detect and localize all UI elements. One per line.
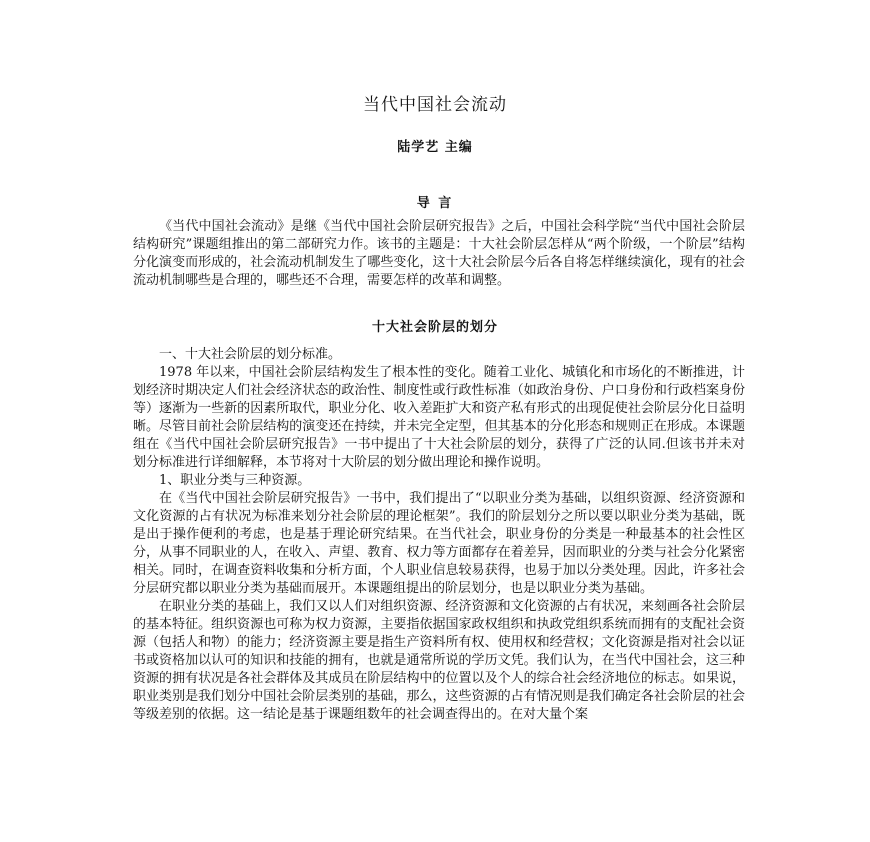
document-author: 陆学艺 主编: [397, 140, 473, 155]
intro-section: [133, 218, 745, 290]
subheading-2: 1、职业分类与三种资源。: [159, 473, 311, 488]
paragraph-1: 1978 年以来，中国社会阶层结构发生了根本性的变化。随着工业化、城镇化和市场化的不断推进，计划经济时期决定人们社会经济状态的政治性、制度性或行政性标准（如政治身份、户口身份和行政档案身份等）逐渐为一些新的因素所取代，职业分化、收入差距扩大和资产私有形式的出现促使社会阶层分化日益明晰。尽管目前社会阶层结构的演变还在持续，并未完全定型，但其基本的分化形态和规则正在形成。本课题组在《当代中国社会阶层研究报告》一书中提出了十大社会阶层的划分，获得了广泛的认同.但该书并未对划分标准进行详细解释，本节将对十大阶层的划分做出理论和操作说明。: [133, 365, 745, 470]
subheading-1: 一、十大社会阶层的划分标准。: [159, 347, 342, 362]
main-section: [133, 346, 745, 724]
intro-heading: 导 言: [416, 196, 454, 211]
paragraph-3: 在职业分类的基础上，我们又以人们对组织资源、经济资源和文化资源的占有状况，来刻画各社会阶层的基本特征。组织资源也可称为权力资源，主要指依据国家政权组织和执政党组织系统而拥有的支配社会资源（包括人和物）的能力；经济资源主要是指生产资料所有权、使用权和经营权；文化资源是指对社会以证书或资格加以认可的知识和技能的拥有，也就是通常所说的学历文凭。我们认为，在当代中国社会，这三种资源的拥有状况是各社会群体及其成员在阶层结构中的位置以及个人的综合社会经济地位的标志。如果说，职业类别是我们划分中国社会阶层类别的基础，那么，这些资源的占有情况则是我们确定各社会阶层的社会等级差别的依据。这一结论是基于课题组数年的社会调查得出的。在对大量个案: [133, 599, 745, 722]
document-title: 当代中国社会流动: [363, 95, 507, 115]
paragraph-2: 在《当代中国社会阶层研究报告》一书中，我们提出了“以职业分类为基础，以组织资源、经济资源和文化资源的占有状况为标准来划分社会阶层的理论框架”。我们的阶层划分之所以要以职业分类为基础，既是出于操作便利的考虑，也是基于理论研究结果。在当代社会，职业身份的分类是一种最基本的社会性区分，从事不同职业的人，在收入、声望、教育、权力等方面都存在着差异，因而职业的分类与社会分化紧密相关。同时，在调查资料收集和分析方面，个人职业信息较易获得，也易于加以分类处理。因此，许多社会分层研究都以职业分类为基础而展开。本课题组提出的阶层划分，也是以职业分类为基础。: [133, 491, 745, 596]
section-heading: 十大社会阶层的划分: [371, 320, 498, 335]
intro-paragraph: 《当代中国社会流动》是继《当代中国社会阶层研究报告》之后，中国社会科学院“当代中国社会阶层结构研究”课题组推出的第二部研究力作。该书的主题是：十大社会阶层怎样从“两个阶级，一个阶层”结构分化演变而形成的，社会流动机制发生了哪些变化，这十大社会阶层今后各自将怎样继续演化，现有的社会流动机制哪些是合理的，哪些还不合理，需要怎样的改革和调整。: [133, 219, 745, 288]
